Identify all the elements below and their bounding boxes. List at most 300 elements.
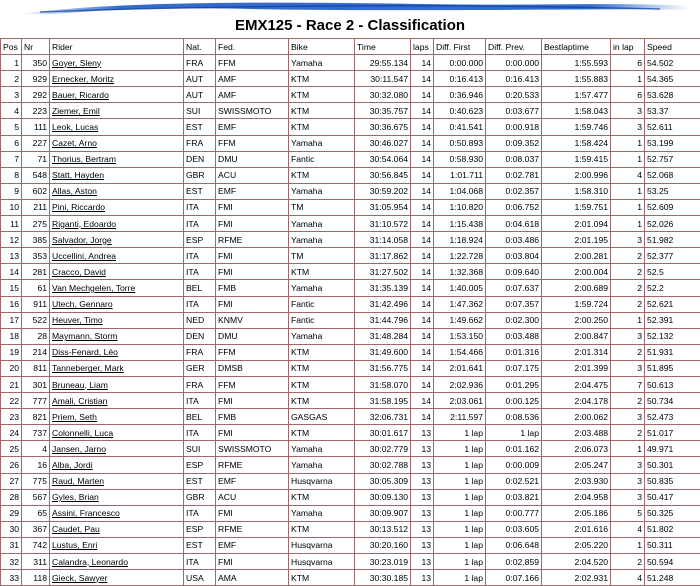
cell-speed: 52.2 [645, 280, 700, 296]
cell-pos: 22 [1, 393, 22, 409]
cell-time: 30:09.907 [355, 505, 411, 521]
cell-bike: KTM [289, 489, 355, 505]
cell-fed: EMF [216, 473, 289, 489]
cell-in-lap: 4 [611, 570, 645, 586]
cell-bestlaptime: 2:01.616 [542, 521, 611, 537]
cell-nr: 385 [22, 232, 50, 248]
cell-bike: Husqvarna [289, 473, 355, 489]
cell-rider[interactable]: Bruneau, Liam [50, 376, 184, 392]
cell-rider[interactable]: Ernecker, Moritz [50, 71, 184, 87]
cell-nr: 214 [22, 344, 50, 360]
cell-laps: 14 [411, 409, 434, 425]
cell-time: 29:55.134 [355, 55, 411, 71]
cell-laps: 13 [411, 537, 434, 553]
cell-diff-first: 2:01.641 [434, 360, 486, 376]
cell-nat: GBR [184, 167, 216, 183]
cell-bike: Yamaha [289, 232, 355, 248]
cell-fed: RFME [216, 457, 289, 473]
cell-speed: 52.757 [645, 151, 700, 167]
cell-diff-first: 1:49.662 [434, 312, 486, 328]
cell-bestlaptime: 2:04.178 [542, 393, 611, 409]
cell-rider[interactable]: Van Mechgelen, Torre [50, 280, 184, 296]
cell-pos: 11 [1, 216, 22, 232]
cell-rider[interactable]: Goyer, Sleny [50, 55, 184, 71]
cell-speed: 50.835 [645, 473, 700, 489]
cell-nr: 301 [22, 376, 50, 392]
cell-rider[interactable]: Cazet, Arno [50, 135, 184, 151]
cell-fed: FMI [216, 264, 289, 280]
cell-nat: FRA [184, 135, 216, 151]
cell-rider[interactable]: Allas, Aston [50, 183, 184, 199]
cell-bestlaptime: 2:04.475 [542, 376, 611, 392]
cell-time: 31:14.058 [355, 232, 411, 248]
cell-diff-first: 1:22.728 [434, 248, 486, 264]
table-row [1, 425, 700, 441]
cell-pos: 3 [1, 87, 22, 103]
cell-diff-first: 0:58.930 [434, 151, 486, 167]
cell-rider[interactable]: Colonnelli, Luca [50, 425, 184, 441]
cell-bike: KTM [289, 103, 355, 119]
cell-diff-prev: 0:07.637 [486, 280, 542, 296]
cell-pos: 25 [1, 441, 22, 457]
cell-rider[interactable]: Heuver, Timo [50, 312, 184, 328]
cell-fed: EMF [216, 119, 289, 135]
cell-nat: SUI [184, 441, 216, 457]
cell-bike: KTM [289, 119, 355, 135]
cell-nat: DEN [184, 151, 216, 167]
cell-rider[interactable]: Tanneberger, Mark [50, 360, 184, 376]
cell-speed: 52.473 [645, 409, 700, 425]
cell-pos: 33 [1, 570, 22, 586]
cell-in-lap: 3 [611, 489, 645, 505]
table-row [1, 296, 700, 312]
cell-time: 31:35.139 [355, 280, 411, 296]
cell-diff-prev: 0:09.640 [486, 264, 542, 280]
cell-bestlaptime: 2:03.930 [542, 473, 611, 489]
cell-speed: 50.325 [645, 505, 700, 521]
cell-rider[interactable]: Caudet, Pau [50, 521, 184, 537]
cell-bike: KTM [289, 425, 355, 441]
cell-in-lap: 6 [611, 55, 645, 71]
cell-diff-prev: 0:07.175 [486, 360, 542, 376]
cell-in-lap: 3 [611, 103, 645, 119]
cell-bike: Yamaha [289, 135, 355, 151]
col-bike: Bike [289, 39, 355, 55]
cell-fed: EMF [216, 183, 289, 199]
cell-bike: Fantic [289, 151, 355, 167]
cell-bike: Husqvarna [289, 537, 355, 553]
cell-nr: 548 [22, 167, 50, 183]
cell-diff-first: 0:36.946 [434, 87, 486, 103]
cell-nr: 16 [22, 457, 50, 473]
table-row [1, 409, 700, 425]
cell-in-lap: 6 [611, 87, 645, 103]
cell-diff-first: 1 lap [434, 554, 486, 570]
cell-nr: 777 [22, 393, 50, 409]
cell-rider[interactable]: Calandra, Leonardo [50, 554, 184, 570]
cell-speed: 52.621 [645, 296, 700, 312]
cell-nat: USA [184, 570, 216, 586]
cell-nat: ITA [184, 199, 216, 215]
cell-fed: DMU [216, 151, 289, 167]
cell-fed: FFM [216, 344, 289, 360]
cell-in-lap: 4 [611, 167, 645, 183]
table-row [1, 55, 700, 71]
cell-diff-first: 1:40.005 [434, 280, 486, 296]
cell-speed: 51.017 [645, 425, 700, 441]
cell-nat: ITA [184, 554, 216, 570]
cell-diff-prev: 0:02.859 [486, 554, 542, 570]
cell-speed: 50.301 [645, 457, 700, 473]
cell-bestlaptime: 2:01.094 [542, 216, 611, 232]
table-row [1, 248, 700, 264]
cell-diff-first: 1 lap [434, 537, 486, 553]
cell-fed: FMI [216, 425, 289, 441]
cell-bike: Fantic [289, 296, 355, 312]
cell-diff-first: 0:40.623 [434, 103, 486, 119]
cell-rider[interactable]: Assini, Francesco [50, 505, 184, 521]
cell-in-lap: 3 [611, 360, 645, 376]
cell-in-lap: 3 [611, 328, 645, 344]
cell-nr: 211 [22, 199, 50, 215]
cell-diff-prev: 0:20.533 [486, 87, 542, 103]
cell-in-lap: 3 [611, 473, 645, 489]
cell-nr: 4 [22, 441, 50, 457]
cell-diff-first: 0:00.000 [434, 55, 486, 71]
cell-diff-first: 1 lap [434, 425, 486, 441]
cell-bike: KTM [289, 264, 355, 280]
cell-speed: 54.365 [645, 71, 700, 87]
cell-bike: Yamaha [289, 280, 355, 296]
cell-fed: FMI [216, 248, 289, 264]
cell-rider[interactable]: Ziemer, Emil [50, 103, 184, 119]
cell-in-lap: 1 [611, 537, 645, 553]
cell-pos: 28 [1, 489, 22, 505]
cell-diff-prev: 0:08.037 [486, 151, 542, 167]
cell-in-lap: 2 [611, 554, 645, 570]
table-row [1, 264, 700, 280]
cell-diff-first: 1:10.820 [434, 199, 486, 215]
cell-diff-first: 1:32.368 [434, 264, 486, 280]
cell-nat: ESP [184, 232, 216, 248]
cell-time: 31:49.600 [355, 344, 411, 360]
cell-bestlaptime: 1:57.477 [542, 87, 611, 103]
classification-table [0, 38, 700, 586]
cell-rider[interactable]: Pini, Riccardo [50, 199, 184, 215]
cell-time: 30:20.160 [355, 537, 411, 553]
cell-bestlaptime: 1:58.310 [542, 183, 611, 199]
cell-time: 32:06.731 [355, 409, 411, 425]
cell-diff-prev: 0:08.536 [486, 409, 542, 425]
cell-fed: FMI [216, 393, 289, 409]
cell-diff-first: 1:04.068 [434, 183, 486, 199]
cell-speed: 52.377 [645, 248, 700, 264]
cell-time: 31:56.775 [355, 360, 411, 376]
cell-rider[interactable]: Cracco, David [50, 264, 184, 280]
cell-diff-prev: 0:00.918 [486, 119, 542, 135]
cell-diff-first: 0:50.893 [434, 135, 486, 151]
cell-rider[interactable]: Gieck, Sawyer [50, 570, 184, 586]
cell-fed: AMF [216, 87, 289, 103]
cell-pos: 19 [1, 344, 22, 360]
cell-speed: 52.611 [645, 119, 700, 135]
cell-in-lap: 1 [611, 151, 645, 167]
cell-bestlaptime: 2:00.004 [542, 264, 611, 280]
cell-speed: 50.734 [645, 393, 700, 409]
cell-pos: 20 [1, 360, 22, 376]
cell-nat: EST [184, 183, 216, 199]
cell-in-lap: 2 [611, 280, 645, 296]
col-diff-first: Diff. First [434, 39, 486, 55]
cell-speed: 52.026 [645, 216, 700, 232]
cell-time: 30:56.845 [355, 167, 411, 183]
cell-rider[interactable]: Riganti, Edoardo [50, 216, 184, 232]
cell-pos: 2 [1, 71, 22, 87]
cell-diff-prev: 0:03.486 [486, 232, 542, 248]
cell-rider[interactable]: Lustus, Enri [50, 537, 184, 553]
cell-in-lap: 1 [611, 441, 645, 457]
cell-pos: 6 [1, 135, 22, 151]
cell-diff-prev: 0:16.413 [486, 71, 542, 87]
cell-speed: 52.609 [645, 199, 700, 215]
cell-bestlaptime: 1:59.751 [542, 199, 611, 215]
cell-nr: 522 [22, 312, 50, 328]
cell-in-lap: 3 [611, 457, 645, 473]
cell-in-lap: 2 [611, 248, 645, 264]
cell-in-lap: 2 [611, 393, 645, 409]
cell-diff-first: 1:01.711 [434, 167, 486, 183]
table-row [1, 151, 700, 167]
cell-pos: 17 [1, 312, 22, 328]
cell-bestlaptime: 2:00.062 [542, 409, 611, 425]
cell-time: 31:58.070 [355, 376, 411, 392]
cell-diff-prev: 0:02.781 [486, 167, 542, 183]
cell-diff-first: 1:54.466 [434, 344, 486, 360]
cell-nat: ITA [184, 425, 216, 441]
cell-pos: 21 [1, 376, 22, 392]
cell-nat: EST [184, 537, 216, 553]
cell-time: 30:23.019 [355, 554, 411, 570]
table-row [1, 71, 700, 87]
table-row [1, 183, 700, 199]
table-row [1, 521, 700, 537]
cell-time: 30:01.617 [355, 425, 411, 441]
cell-rider[interactable]: Alba, Jordi [50, 457, 184, 473]
cell-in-lap: 1 [611, 71, 645, 87]
cell-pos: 7 [1, 151, 22, 167]
cell-laps: 14 [411, 119, 434, 135]
cell-laps: 13 [411, 425, 434, 441]
cell-rider[interactable]: Diss-Fenard, Léo [50, 344, 184, 360]
cell-fed: FMB [216, 280, 289, 296]
cell-speed: 53.199 [645, 135, 700, 151]
cell-rider[interactable]: Amali, Cristian [50, 393, 184, 409]
table-row [1, 344, 700, 360]
cell-nat: ITA [184, 393, 216, 409]
cell-nr: 65 [22, 505, 50, 521]
cell-diff-prev: 0:01.295 [486, 376, 542, 392]
cell-diff-prev: 0:03.677 [486, 103, 542, 119]
cell-in-lap: 1 [611, 135, 645, 151]
col-time: Time [355, 39, 411, 55]
cell-nat: ESP [184, 457, 216, 473]
cell-time: 30:46.027 [355, 135, 411, 151]
cell-time: 31:10.572 [355, 216, 411, 232]
cell-bestlaptime: 2:05.220 [542, 537, 611, 553]
cell-bike: TM [289, 199, 355, 215]
cell-in-lap: 5 [611, 505, 645, 521]
cell-nat: FRA [184, 376, 216, 392]
cell-bike: Yamaha [289, 441, 355, 457]
table-row [1, 135, 700, 151]
cell-pos: 29 [1, 505, 22, 521]
cell-bestlaptime: 1:55.593 [542, 55, 611, 71]
cell-time: 31:17.862 [355, 248, 411, 264]
cell-rider[interactable]: Priem, Seth [50, 409, 184, 425]
cell-diff-prev: 0:03.605 [486, 521, 542, 537]
cell-speed: 50.311 [645, 537, 700, 553]
cell-nat: AUT [184, 71, 216, 87]
cell-time: 31:05.954 [355, 199, 411, 215]
cell-in-lap: 1 [611, 199, 645, 215]
cell-fed: SWISSMOTO [216, 103, 289, 119]
cell-diff-first: 2:11.597 [434, 409, 486, 425]
cell-diff-prev: 0:00.125 [486, 393, 542, 409]
cell-speed: 51.248 [645, 570, 700, 586]
cell-nat: GBR [184, 489, 216, 505]
cell-diff-first: 1 lap [434, 473, 486, 489]
table-row [1, 554, 700, 570]
cell-nat: ITA [184, 505, 216, 521]
cell-diff-prev: 0:02.357 [486, 183, 542, 199]
cell-time: 30:11.547 [355, 71, 411, 87]
table-row [1, 87, 700, 103]
cell-diff-first: 1 lap [434, 521, 486, 537]
cell-rider[interactable]: Thorius, Bertram [50, 151, 184, 167]
cell-bestlaptime: 2:06.073 [542, 441, 611, 457]
cell-laps: 14 [411, 183, 434, 199]
cell-speed: 49.971 [645, 441, 700, 457]
cell-speed: 54.502 [645, 55, 700, 71]
cell-bike: KTM [289, 360, 355, 376]
cell-fed: KNMV [216, 312, 289, 328]
cell-diff-first: 0:41.541 [434, 119, 486, 135]
cell-laps: 14 [411, 55, 434, 71]
cell-rider[interactable]: Utech, Gennaro [50, 296, 184, 312]
col-nr: Nr [22, 39, 50, 55]
cell-time: 31:44.796 [355, 312, 411, 328]
col-rider: Rider [50, 39, 184, 55]
cell-rider[interactable]: Uccellini, Andrea [50, 248, 184, 264]
cell-speed: 52.5 [645, 264, 700, 280]
cell-laps: 13 [411, 554, 434, 570]
cell-rider[interactable]: Bauer, Ricardo [50, 87, 184, 103]
cell-diff-first: 1 lap [434, 457, 486, 473]
cell-nat: FRA [184, 55, 216, 71]
cell-speed: 53.628 [645, 87, 700, 103]
table-row [1, 328, 700, 344]
table-row [1, 119, 700, 135]
cell-rider[interactable]: Raud, Marten [50, 473, 184, 489]
cell-fed: DMSB [216, 360, 289, 376]
cell-nat: BEL [184, 280, 216, 296]
cell-speed: 50.613 [645, 376, 700, 392]
cell-nat: NED [184, 312, 216, 328]
cell-diff-first: 2:02.936 [434, 376, 486, 392]
table-row [1, 393, 700, 409]
cell-diff-first: 1:15.438 [434, 216, 486, 232]
cell-bike: KTM [289, 71, 355, 87]
cell-rider[interactable]: Maymann, Storm [50, 328, 184, 344]
cell-nr: 821 [22, 409, 50, 425]
cell-rider[interactable]: Salvador, Jorge [50, 232, 184, 248]
cell-speed: 52.391 [645, 312, 700, 328]
cell-rider[interactable]: Gyles, Brian [50, 489, 184, 505]
cell-diff-prev: 0:03.488 [486, 328, 542, 344]
cell-rider[interactable]: Statt, Hayden [50, 167, 184, 183]
cell-time: 30:09.130 [355, 489, 411, 505]
cell-laps: 14 [411, 312, 434, 328]
cell-time: 31:42.496 [355, 296, 411, 312]
cell-bestlaptime: 2:04.958 [542, 489, 611, 505]
cell-bike: Yamaha [289, 505, 355, 521]
cell-speed: 51.895 [645, 360, 700, 376]
cell-nat: ITA [184, 264, 216, 280]
cell-nr: 929 [22, 71, 50, 87]
cell-nr: 28 [22, 328, 50, 344]
cell-pos: 15 [1, 280, 22, 296]
cell-nat: ITA [184, 248, 216, 264]
cell-pos: 26 [1, 457, 22, 473]
cell-laps: 14 [411, 232, 434, 248]
cell-bike: KTM [289, 570, 355, 586]
cell-laps: 13 [411, 521, 434, 537]
cell-bike: Yamaha [289, 328, 355, 344]
cell-nr: 281 [22, 264, 50, 280]
cell-fed: AMF [216, 71, 289, 87]
cell-time: 31:58.195 [355, 393, 411, 409]
col-laps: laps [411, 39, 434, 55]
cell-bestlaptime: 1:55.883 [542, 71, 611, 87]
cell-nr: 350 [22, 55, 50, 71]
cell-diff-first: 1:53.150 [434, 328, 486, 344]
cell-laps: 14 [411, 216, 434, 232]
cell-pos: 24 [1, 425, 22, 441]
cell-time: 30:02.788 [355, 457, 411, 473]
cell-pos: 13 [1, 248, 22, 264]
cell-nat: ITA [184, 216, 216, 232]
cell-laps: 14 [411, 376, 434, 392]
cell-laps: 14 [411, 328, 434, 344]
cell-laps: 14 [411, 280, 434, 296]
col-fed: Fed. [216, 39, 289, 55]
cell-nat: ITA [184, 296, 216, 312]
cell-laps: 14 [411, 296, 434, 312]
cell-laps: 14 [411, 248, 434, 264]
table-row [1, 570, 700, 586]
table-row [1, 473, 700, 489]
cell-pos: 32 [1, 554, 22, 570]
cell-laps: 13 [411, 457, 434, 473]
cell-diff-first: 1:18.924 [434, 232, 486, 248]
cell-speed: 51.802 [645, 521, 700, 537]
cell-diff-first: 1 lap [434, 489, 486, 505]
cell-rider[interactable]: Jansen, Jarno [50, 441, 184, 457]
cell-laps: 14 [411, 393, 434, 409]
cell-in-lap: 2 [611, 296, 645, 312]
cell-pos: 1 [1, 55, 22, 71]
cell-rider[interactable]: Leok, Lucas [50, 119, 184, 135]
